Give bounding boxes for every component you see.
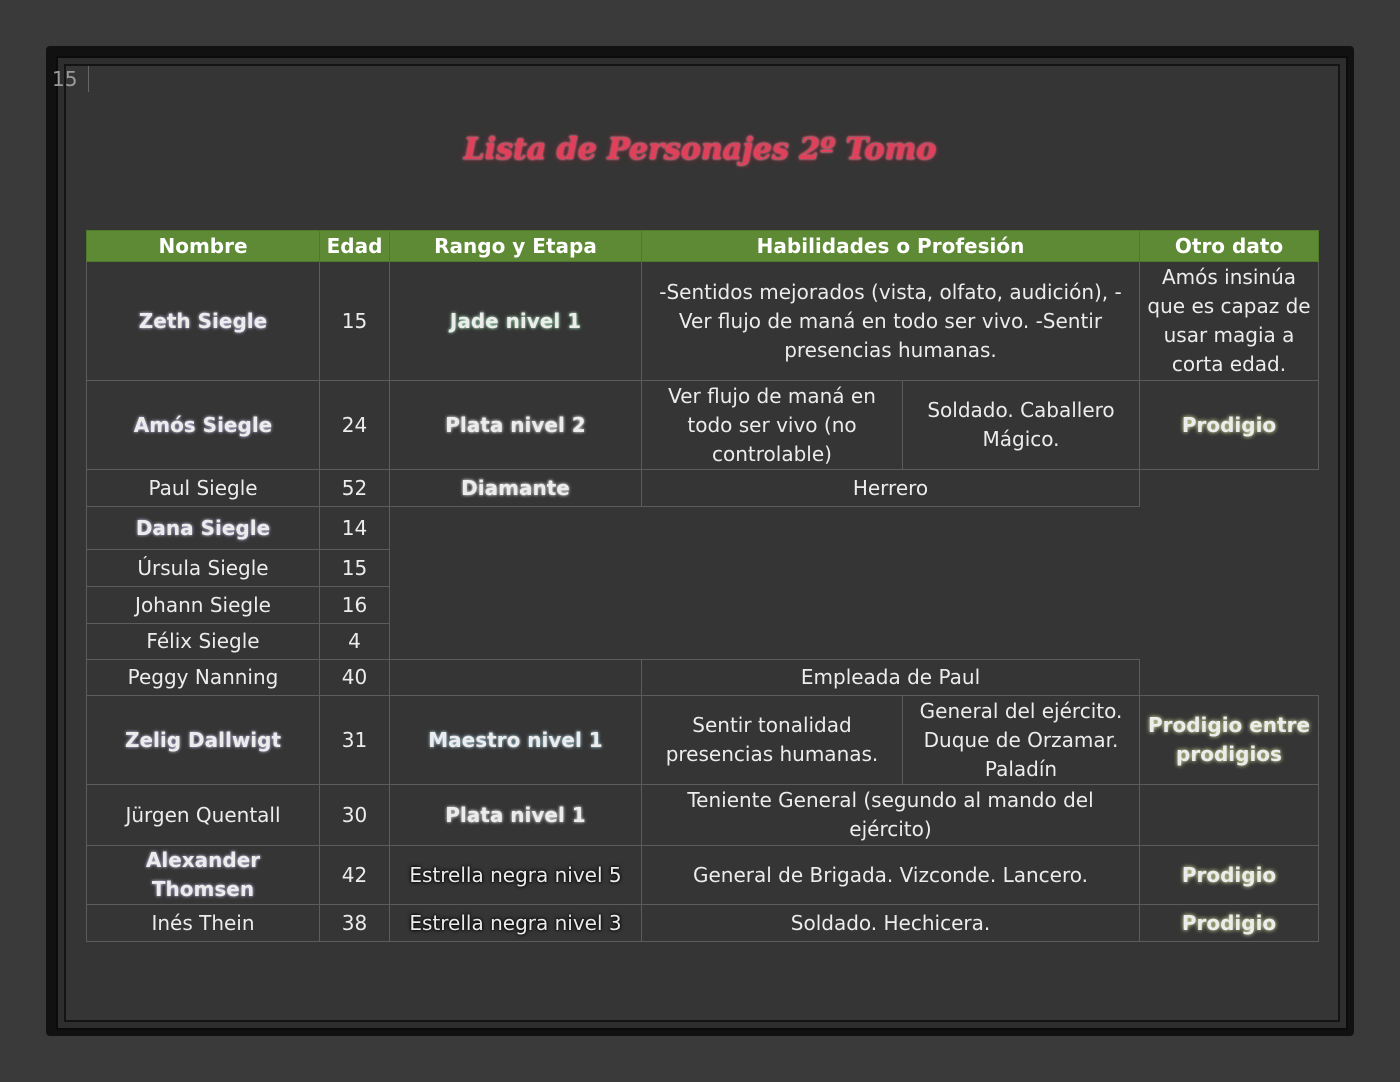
table-row bbox=[87, 507, 1319, 550]
cell-profession: General del ejército. Duque de Orzamar. Paladín bbox=[903, 696, 1140, 785]
cell-age: 15 bbox=[320, 550, 390, 587]
cell-profession: Soldado. Caballero Mágico. bbox=[903, 381, 1140, 470]
cell-name: Félix Siegle bbox=[87, 624, 320, 660]
cell-name: Dana Siegle bbox=[87, 507, 320, 550]
header-name: Nombre bbox=[87, 231, 320, 262]
cell-name: Amós Siegle bbox=[87, 381, 320, 470]
characters-table bbox=[86, 230, 1319, 942]
cell-age: 15 bbox=[320, 262, 390, 381]
cell-name: Zelig Dallwigt bbox=[87, 696, 320, 785]
page-number: 15 bbox=[52, 66, 89, 92]
cell-other: Prodigio bbox=[1140, 846, 1319, 905]
cell-skills: Sentir tonalidad presencias humanas. bbox=[642, 696, 903, 785]
table-row bbox=[87, 470, 1319, 507]
table-row bbox=[87, 262, 1319, 381]
cell-name: Paul Siegle bbox=[87, 470, 320, 507]
cell-skills: Empleada de Paul bbox=[642, 660, 1140, 696]
cell-age: 40 bbox=[320, 660, 390, 696]
cell-rank: Plata nivel 2 bbox=[390, 381, 642, 470]
cell-other: Prodigio bbox=[1140, 381, 1319, 470]
cell-skills: -Sentidos mejorados (vista, olfato, audición), -Ver flujo de maná en todo ser vivo. -Sentir presencias humanas. bbox=[642, 262, 1140, 381]
header-age: Edad bbox=[320, 231, 390, 262]
cell-skills: Soldado. Hechicera. bbox=[642, 905, 1140, 942]
cell-age: 31 bbox=[320, 696, 390, 785]
cell-skills: Herrero bbox=[642, 470, 1140, 507]
cell-rank: Diamante bbox=[390, 470, 642, 507]
cell-age: 42 bbox=[320, 846, 390, 905]
cell-other: Prodigio bbox=[1140, 905, 1319, 942]
cell-other: Amós insinúa que es capaz de usar magia a corta edad. bbox=[1140, 262, 1319, 381]
cell-age: 16 bbox=[320, 587, 390, 624]
cell-name: Peggy Nanning bbox=[87, 660, 320, 696]
cell-age: 52 bbox=[320, 470, 390, 507]
header-rank: Rango y Etapa bbox=[390, 231, 642, 262]
cell-rank: Plata nivel 1 bbox=[390, 785, 642, 846]
page-title: Lista de Personajes 2º Tomo bbox=[463, 132, 937, 167]
cell-rank: Estrella negra nivel 3 bbox=[390, 905, 642, 942]
table-row bbox=[87, 696, 1319, 785]
cell-rank bbox=[390, 660, 642, 696]
table-row bbox=[87, 846, 1319, 905]
cell-age: 38 bbox=[320, 905, 390, 942]
table-row bbox=[87, 905, 1319, 942]
cell-skills: General de Brigada. Vizconde. Lancero. bbox=[642, 846, 1140, 905]
cell-rank: Estrella negra nivel 5 bbox=[390, 846, 642, 905]
cell-rank: Maestro nivel 1 bbox=[390, 696, 642, 785]
cell-name: Johann Siegle bbox=[87, 587, 320, 624]
table-row bbox=[87, 785, 1319, 846]
cell-rank: Jade nivel 1 bbox=[390, 262, 642, 381]
cell-name: Inés Thein bbox=[87, 905, 320, 942]
cell-age: 30 bbox=[320, 785, 390, 846]
cell-other bbox=[1140, 785, 1319, 846]
table-row bbox=[87, 660, 1319, 696]
cell-empty bbox=[390, 507, 1140, 660]
header-skills: Habilidades o Profesión bbox=[642, 231, 1140, 262]
cell-other: Prodigio entre prodigios bbox=[1140, 696, 1319, 785]
table-row bbox=[87, 381, 1319, 470]
cell-name: Zeth Siegle bbox=[87, 262, 320, 381]
cell-age: 4 bbox=[320, 624, 390, 660]
table-header-row bbox=[87, 231, 1319, 262]
cell-name: Jürgen Quentall bbox=[87, 785, 320, 846]
cell-name: Úrsula Siegle bbox=[87, 550, 320, 587]
cell-age: 14 bbox=[320, 507, 390, 550]
cell-name: Alexander Thomsen bbox=[87, 846, 320, 905]
header-other: Otro dato bbox=[1140, 231, 1319, 262]
cell-empty bbox=[1140, 470, 1319, 696]
cell-age: 24 bbox=[320, 381, 390, 470]
cell-skills: Ver flujo de maná en todo ser vivo (no controlable) bbox=[642, 381, 903, 470]
cell-skills: Teniente General (segundo al mando del ejército) bbox=[642, 785, 1140, 846]
